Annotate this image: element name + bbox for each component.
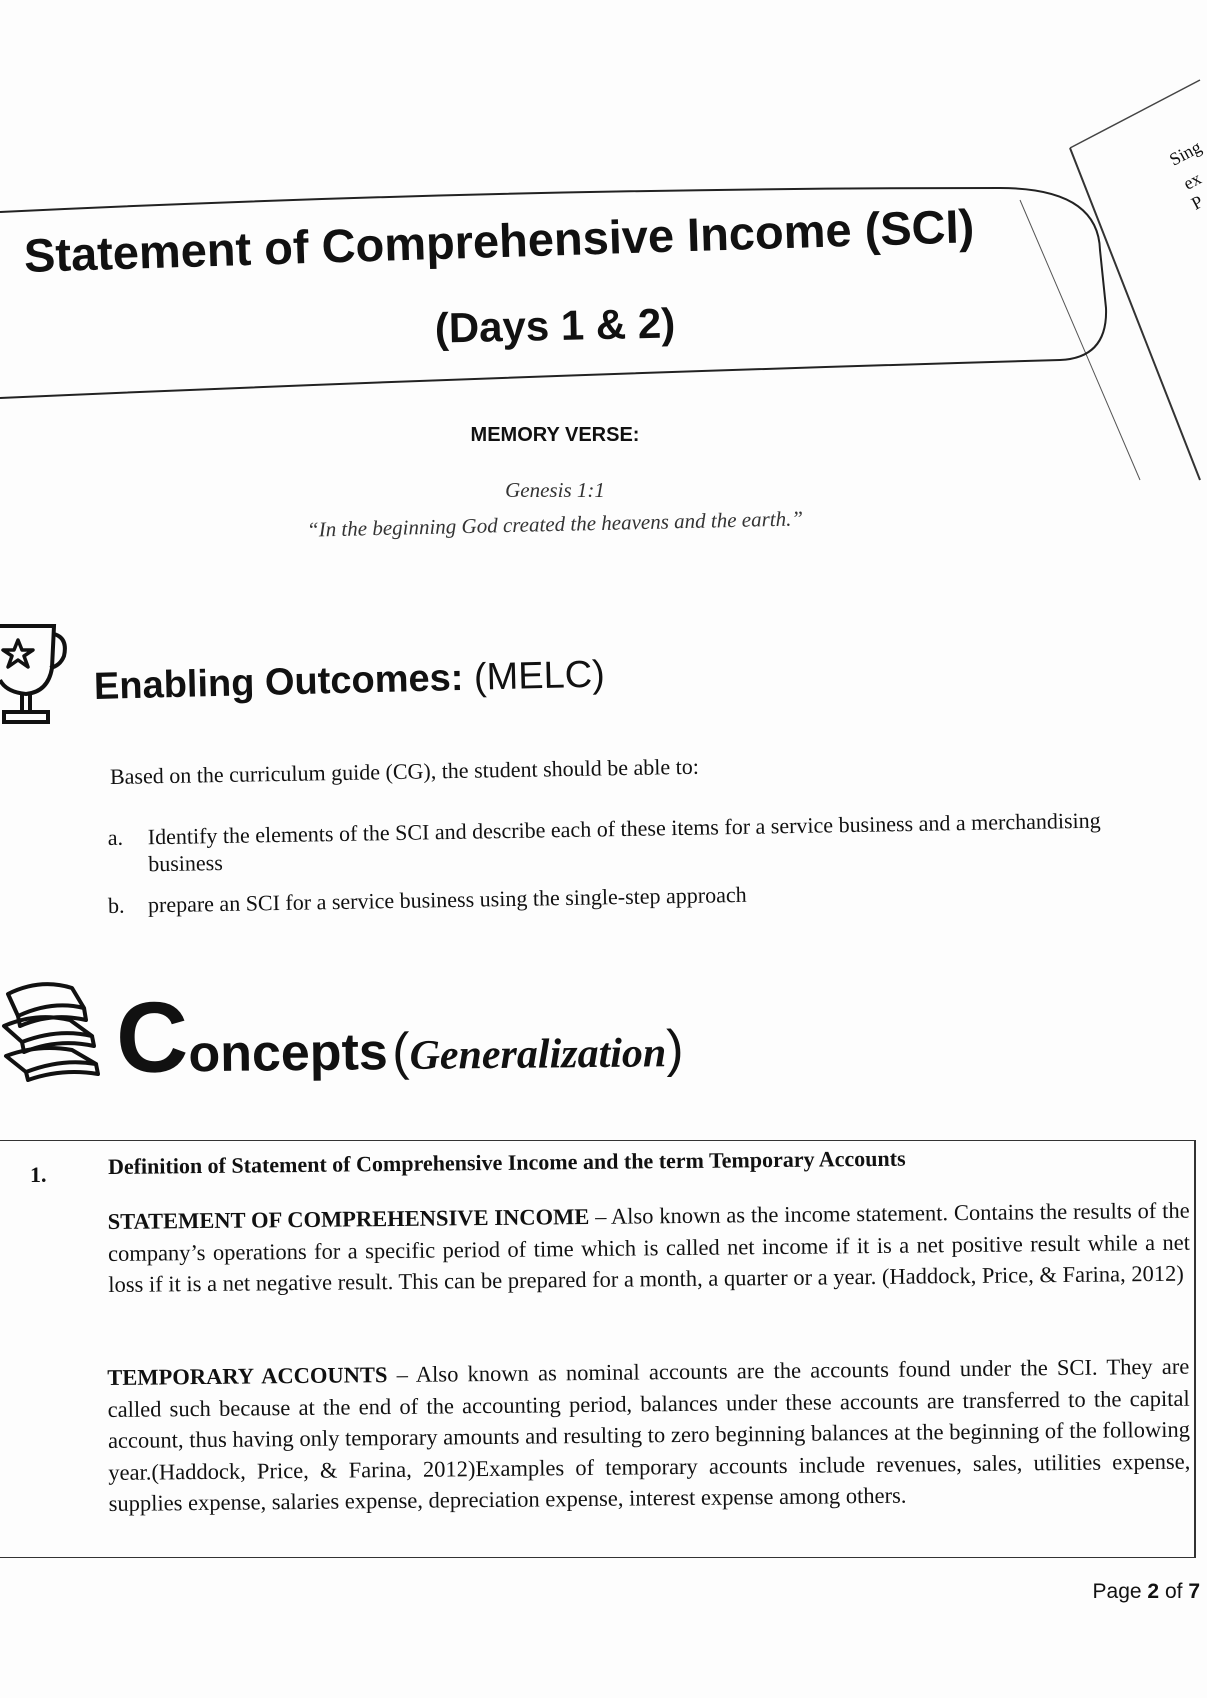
- concepts-word: oncepts: [188, 1023, 389, 1084]
- list-marker: b.: [107, 892, 125, 918]
- melc-label: (MELC): [473, 653, 606, 699]
- paren-close: ): [665, 1020, 684, 1079]
- section-title: Definition of Statement of Comprehensive Income and the term Temporary Accounts: [107, 1145, 906, 1179]
- paren-open: (: [391, 1022, 410, 1082]
- page-title: Statement of Comprehensive Income (SCI): [23, 199, 976, 282]
- section-number: 1.: [30, 1162, 47, 1187]
- corner-text-line: P: [1188, 191, 1207, 214]
- generalization-label: Generalization: [409, 1030, 667, 1079]
- page-subtitle: (Days 1 & 2): [434, 299, 676, 352]
- page-total: 7: [1188, 1580, 1200, 1603]
- page-prefix: Page: [1092, 1580, 1142, 1603]
- page-of: of: [1164, 1580, 1183, 1603]
- memory-verse-heading: MEMORY VERSE:: [470, 424, 640, 446]
- outcome-item: [108, 874, 1168, 919]
- definition-paragraph: [107, 1351, 1191, 1520]
- enabling-outcomes-heading: [93, 654, 605, 709]
- outcomes-intro: Based on the curriculum guide (CG), the student should be able to:: [109, 753, 700, 789]
- corner-text-line: Sing: [1166, 136, 1205, 170]
- page-number: [1093, 1580, 1200, 1604]
- books-icon: [0, 978, 106, 1082]
- trophy-icon: [0, 620, 70, 726]
- concepts-heading: [115, 981, 684, 1094]
- outcome-text: prepare an SCI for a service business using the single-step approach: [147, 881, 747, 918]
- outcomes-heading-text: Enabling Outcomes:: [93, 656, 464, 708]
- outcome-item: [108, 806, 1169, 878]
- definition-body: – Also known as nominal accounts are the accounts found under the SCI. They are called such because at the end of the accounting period, balances under these accounts are transferred to the capital account, thus having only temporary amounts and resulting to zero beginning balances at the beginning of the following year.(Haddock, Price, & Farina, 2012)Examples of temporary accounts include revenues, sales, utilities expense, supplies expense, salaries expense, depreciation expense, interest expense among others.: [107, 1353, 1191, 1516]
- list-marker: a.: [107, 824, 124, 851]
- outcome-text: Identify the elements of the SCI and describe each of these items for a service business and a merchandising business: [147, 807, 1101, 877]
- memory-verse-text: “In the beginning God created the heavens and the earth.”: [306, 506, 804, 542]
- definition-body: – Also known as the income statement. Contains the results of the company’s operations for a specific period of time which is called net income if it is a net positive result while a net loss if it is a net negative result. This can be prepared for a month, a quarter or a year. (Haddock, Price, & Farina, 2012): [107, 1197, 1191, 1297]
- corner-text-line: ex: [1180, 168, 1205, 194]
- definition-term: STATEMENT OF COMPREHENSIVE INCOME: [107, 1203, 590, 1235]
- definition-term: TEMPORARY ACCOUNTS: [107, 1362, 388, 1391]
- memory-verse-reference: Genesis 1:1: [505, 478, 605, 502]
- definition-paragraph: [108, 1195, 1191, 1301]
- page-current: 2: [1147, 1580, 1160, 1603]
- concepts-initial: C: [115, 981, 189, 1094]
